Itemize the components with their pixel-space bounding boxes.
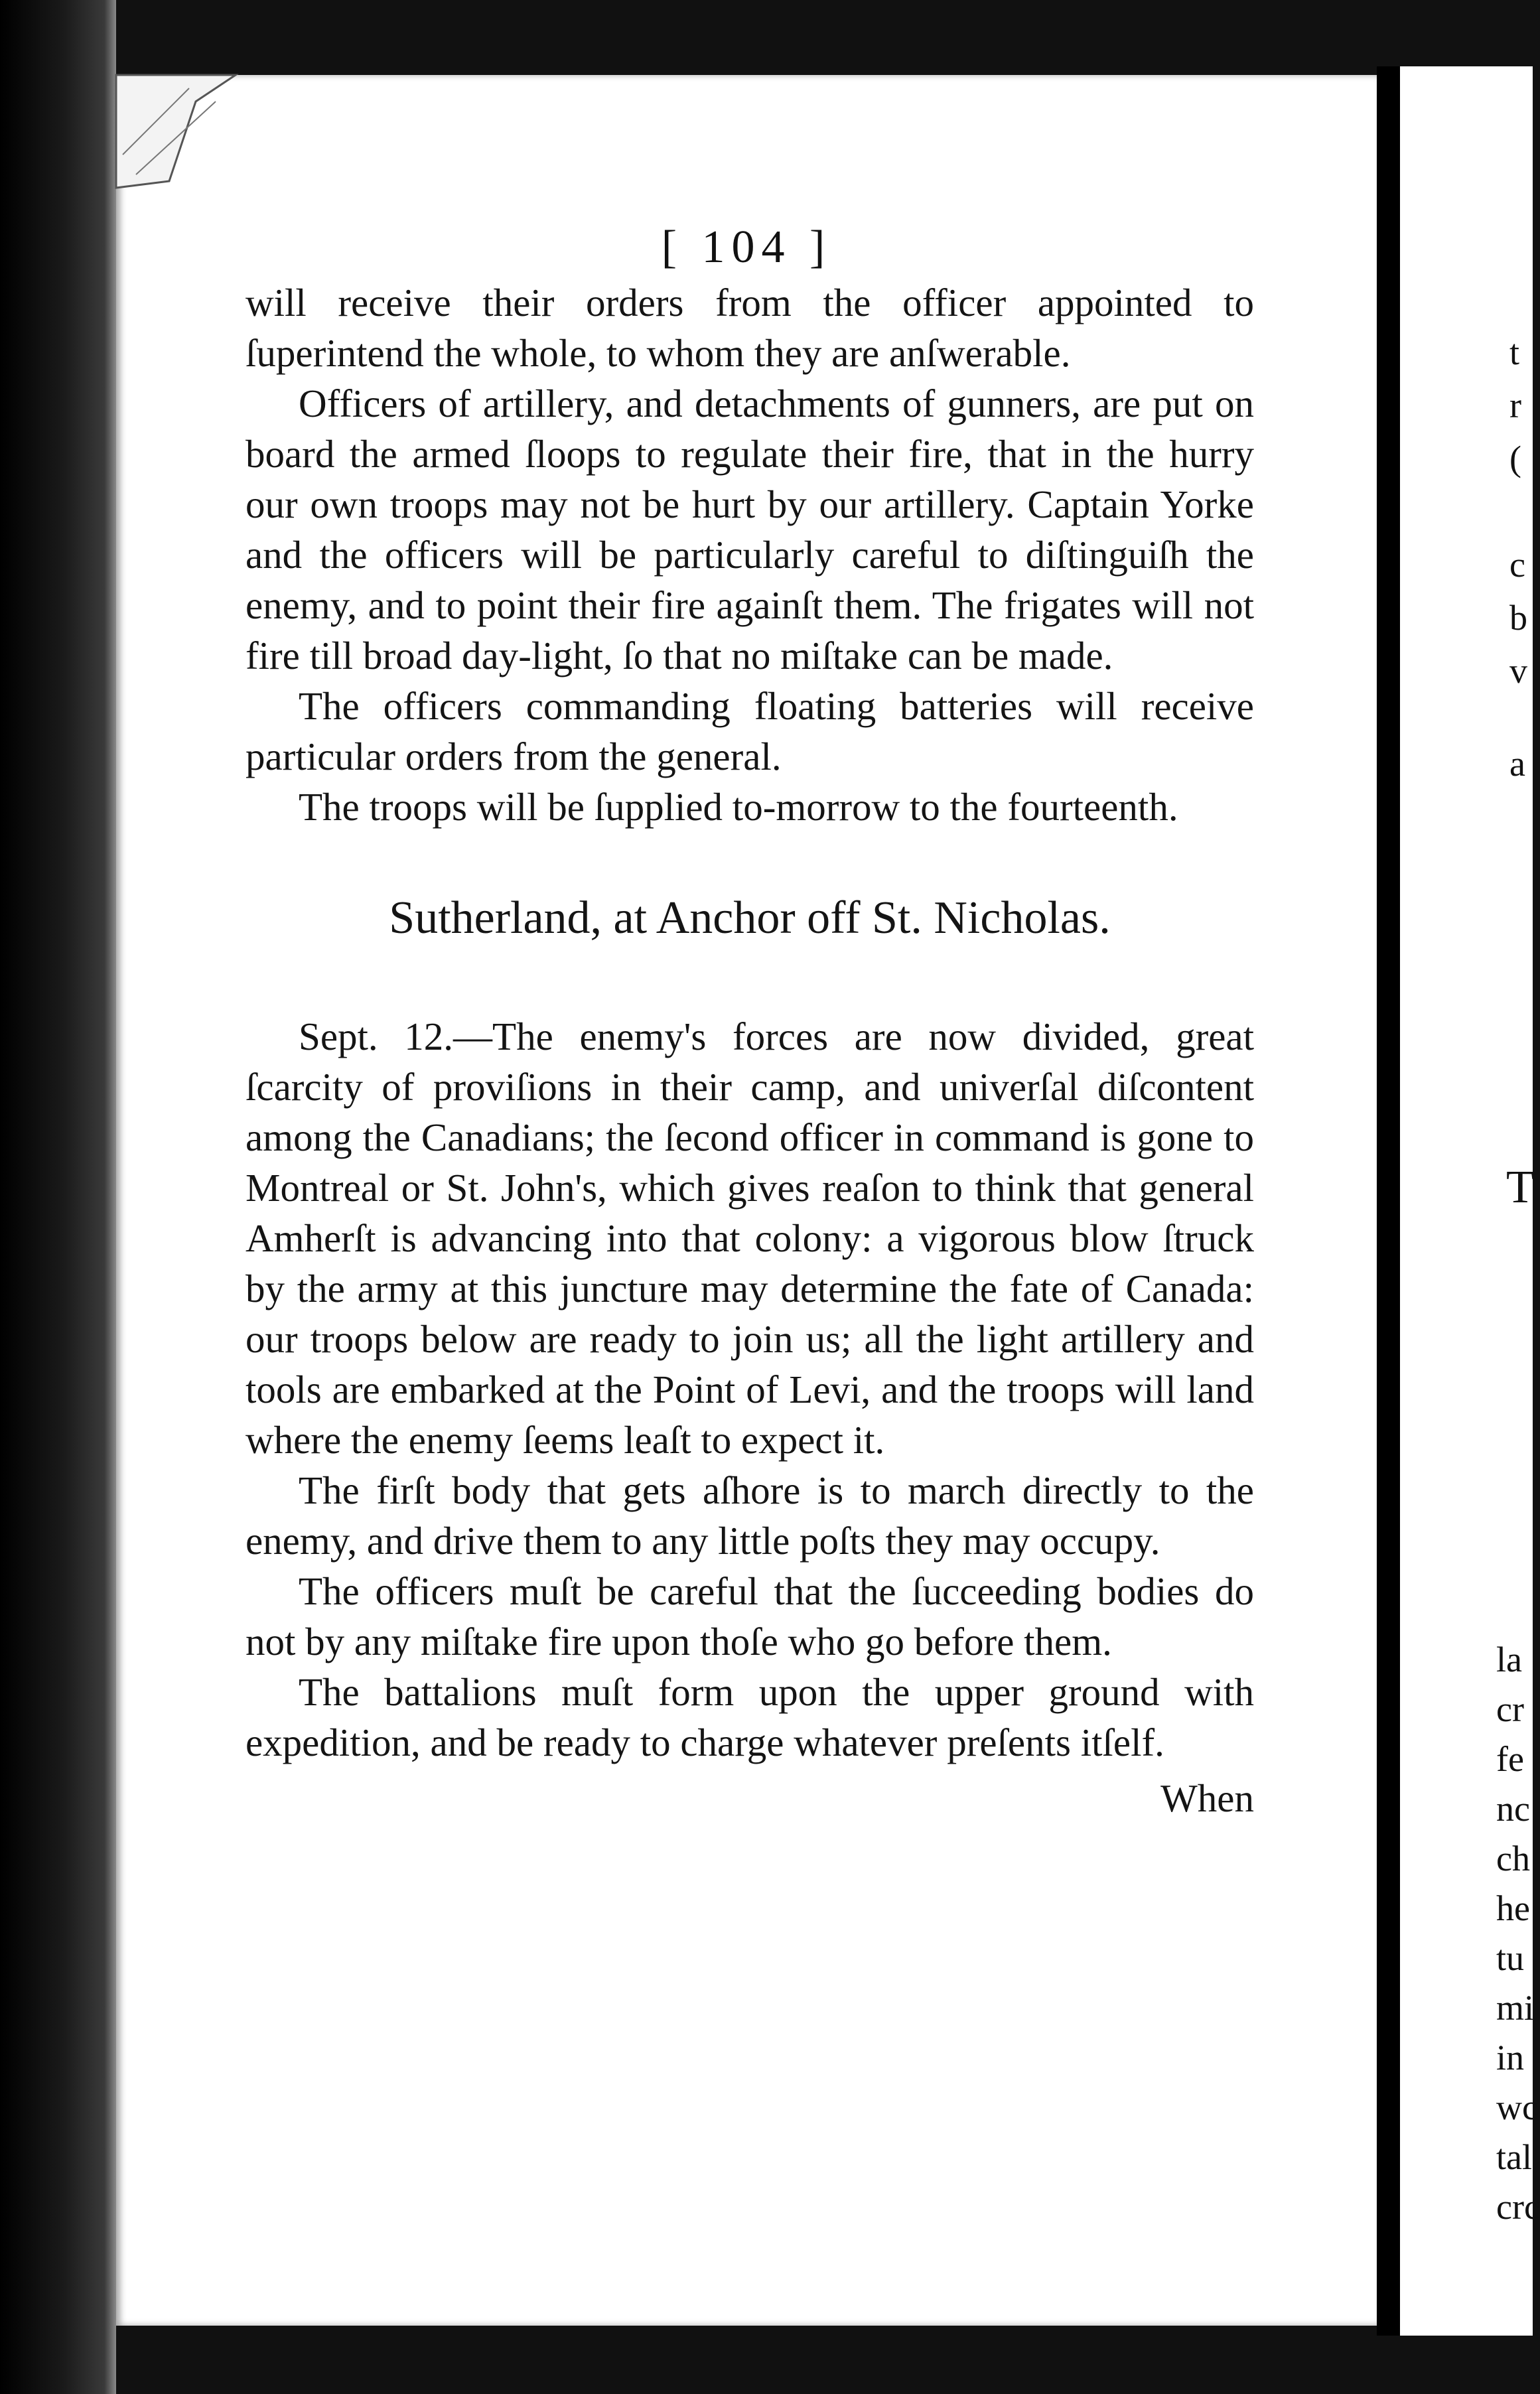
facing-page-fragment: c [1509, 545, 1525, 585]
paragraph-officers-careful: The officers muſt be careful that the ſucceeding bodies do not by any miſtake fire upon thoſe who go before them. [245, 1569, 1254, 1663]
book-page [116, 75, 1377, 2326]
facing-page-fragment: t [1509, 332, 1520, 372]
facing-page-fragment: nc [1496, 1789, 1530, 1829]
facing-page-fragment: b [1509, 598, 1527, 638]
facing-page-fragment: tu [1496, 1938, 1525, 1978]
binding-shadow [0, 0, 116, 2394]
facing-page-fragment: la [1496, 1640, 1522, 1679]
paragraph-battalions: The battalions muſt form upon the upper ground with expedition, and be ready to charge whatever preſents itſelf. [245, 1670, 1254, 1764]
section-heading: Sutherland, at Anchor off St. Nicholas. [389, 892, 1111, 944]
facing-page-fragment: T [1506, 1162, 1535, 1213]
facing-page-fragment: in [1496, 2038, 1525, 2077]
facing-page-fragment: ( [1509, 439, 1521, 478]
catchword: When [1160, 1776, 1254, 1820]
paragraph-sept-12: Sept. 12.—The enemy's forces are now divided, great ſcarcity of proviſions in their camp, and univerſal diſcontent among the Canadians; the ſecond officer in command is gone to Montreal or St. John's, which gives reaſon to think that general Amherſt is advancing into that colony: a vigorous blow ſtruck by the army at this juncture may determine the fate of Canada: our troops below are ready to join us; all the light artillery and tools are embarked at the Point of Levi, and the troops will land where the enemy ſeems leaſt to expect it. [245, 1015, 1254, 1462]
facing-page-fragment: mi [1496, 1988, 1535, 2028]
facing-page-edge [1400, 66, 1540, 2336]
facing-page-fragment: cr [1496, 1689, 1524, 1729]
facing-page-fragment: a [1509, 744, 1525, 784]
facing-page-fragment: he [1496, 1888, 1530, 1928]
facing-page-fragment: wc [1496, 2087, 1538, 2127]
facing-page-fragment: crc [1496, 2187, 1540, 2227]
book-gutter [1377, 66, 1400, 2336]
paragraph-first-body: The firſt body that gets aſhore is to march directly to the enemy, and drive them to any little poſts they may occupy. [245, 1468, 1254, 1563]
page-number: [ 104 ] [661, 222, 832, 273]
paragraph-supplies: The troops will be ſupplied to-morrow to the fourteenth. [299, 785, 1178, 829]
paragraph-continuation: will receive their orders from the officer appointed to ſuperintend the whole, to whom they are anſwerable. [245, 281, 1254, 375]
facing-page-fragment: fe [1496, 1739, 1524, 1779]
paragraph-floating-batteries: The officers commanding floating batteries will receive particular orders from the general. [245, 684, 1254, 778]
facing-page-fragment: ch [1496, 1839, 1530, 1878]
facing-page-fragment: r [1509, 386, 1521, 425]
paragraph-artillery: Officers of artillery, and detachments of gunners, are put on board the armed ſloops to regulate their fire, that in the hurry our own troops may not be hurt by our artillery. Captain Yorke and the officers will be particularly careful to diſtinguiſh the enemy, and to point their fire againſt them. The frigates will not fire till broad day-light, ſo that no miſtake can be made. [245, 382, 1254, 677]
facing-page-fragment: v [1509, 651, 1527, 691]
folded-corner-icon [116, 75, 236, 194]
facing-page-fragment: tal [1496, 2137, 1532, 2177]
page-body-text [245, 277, 1254, 1823]
